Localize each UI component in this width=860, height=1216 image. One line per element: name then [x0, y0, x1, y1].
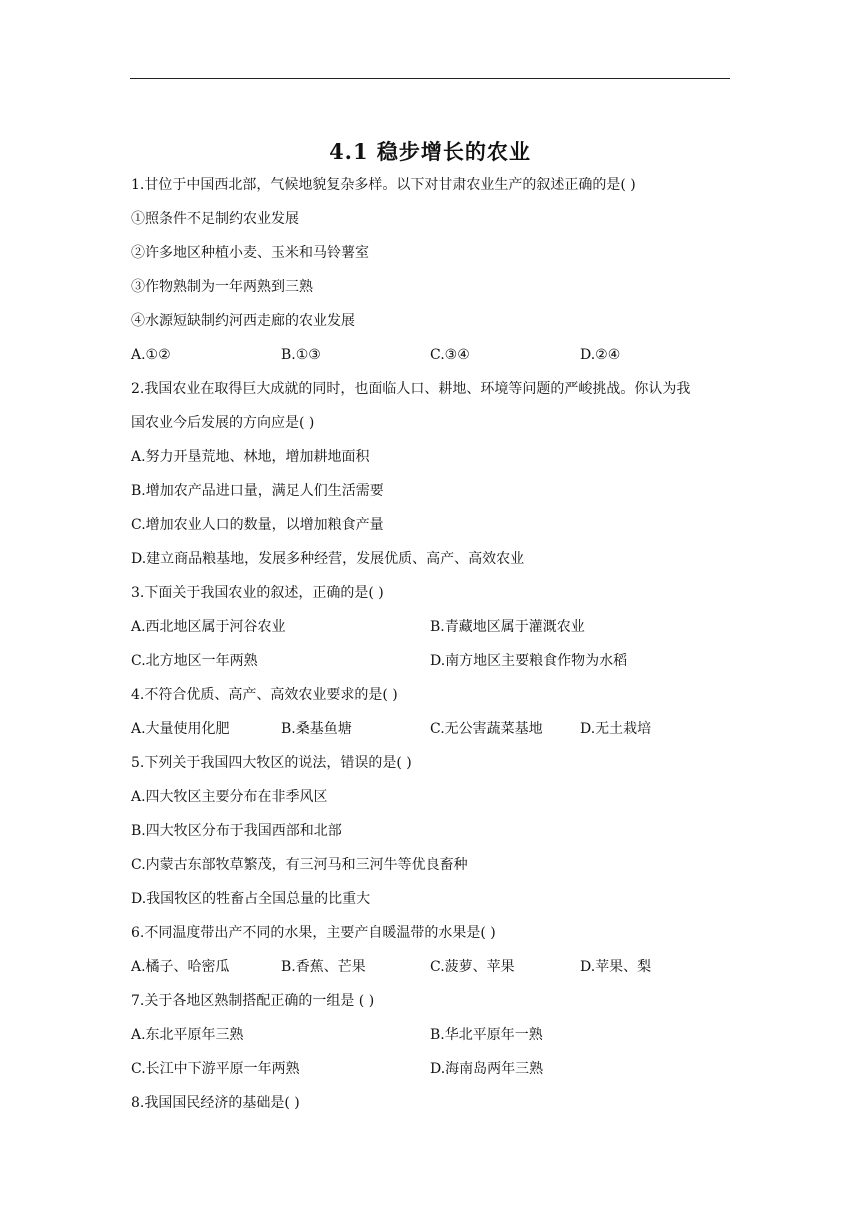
question-5-option-c[interactable]: C.内蒙古东部牧草繁茂，有三河马和三河牛等优良畜种: [131, 857, 468, 873]
question-3-option-c[interactable]: C.北方地区一年两熟: [131, 653, 258, 669]
question-1-options: [131, 347, 731, 364]
question-7-options-row-1: [131, 1027, 731, 1044]
question-2-stem-line-1: 2.我国农业在取得巨大成就的同时，也面临人口、耕地、环境等问题的严峻挑战。你认为我: [131, 381, 691, 397]
question-1-statement-3: ③作物熟制为一年两熟到三熟: [131, 279, 313, 295]
question-5-stem: 5.下列关于我国四大牧区的说法，错误的是( ): [131, 755, 412, 771]
question-3-stem: 3.下面关于我国农业的叙述，正确的是( ): [131, 585, 384, 601]
question-7-option-b[interactable]: B.华北平原年一熟: [430, 1027, 543, 1043]
question-2-option-c[interactable]: C.增加农业人口的数量，以增加粮食产量: [131, 517, 384, 533]
question-7-option-d[interactable]: D.海南岛两年三熟: [430, 1061, 544, 1077]
question-6-option-c[interactable]: C.菠萝、苹果: [430, 959, 515, 975]
question-8-stem: 8.我国国民经济的基础是( ): [131, 1095, 300, 1111]
question-4-options: [131, 721, 731, 738]
question-1-option-c[interactable]: C.③④: [430, 347, 470, 363]
question-3-option-a[interactable]: A.西北地区属于河谷农业: [131, 619, 286, 635]
page-title: 4.1 稳步增长的农业: [329, 139, 531, 164]
question-2-option-b[interactable]: B.增加农产品进口量，满足人们生活需要: [131, 483, 384, 499]
question-5-option-b[interactable]: B.四大牧区分布于我国西部和北部: [131, 823, 342, 839]
question-6-option-d[interactable]: D.苹果、梨: [580, 959, 652, 975]
question-1-statement-1: ①照条件不足制约农业发展: [131, 211, 299, 227]
question-2-option-d[interactable]: D.建立商品粮基地，发展多种经营，发展优质、高产、高效农业: [131, 551, 525, 567]
question-1-statement-2: ②许多地区种植小麦、玉米和马铃薯室: [131, 245, 369, 261]
question-2-stem-line-2: 国农业今后发展的方向应是( ): [131, 415, 315, 431]
question-5-option-d[interactable]: D.我国牧区的牲畜占全国总量的比重大: [131, 891, 371, 907]
question-7-options-row-2: [131, 1061, 731, 1078]
question-2-option-a[interactable]: A.努力开垦荒地、林地，增加耕地面积: [131, 449, 370, 465]
question-6-stem: 6.不同温度带出产不同的水果，主要产自暖温带的水果是( ): [131, 925, 496, 941]
question-3-option-d[interactable]: D.南方地区主要粮食作物为水稻: [430, 653, 628, 669]
question-4-option-d[interactable]: D.无土栽培: [580, 721, 652, 737]
question-3-options-row-1: [131, 619, 731, 636]
question-7-stem: 7.关于各地区熟制搭配正确的一组是 ( ): [131, 993, 375, 1009]
question-1-option-b[interactable]: B.①③: [281, 347, 321, 363]
header-rule: [130, 78, 730, 79]
question-1-option-d[interactable]: D.②④: [580, 347, 621, 363]
question-4-option-b[interactable]: B.桑基鱼塘: [281, 721, 352, 737]
question-7-option-a[interactable]: A.东北平原年三熟: [131, 1027, 244, 1043]
question-7-option-c[interactable]: C.长江中下游平原一年两熟: [131, 1061, 300, 1077]
question-1-stem: 1.甘位于中国西北部，气候地貌复杂多样。以下对甘肃农业生产的叙述正确的是( ): [131, 177, 636, 193]
question-3-option-b[interactable]: B.青藏地区属于灌溉农业: [430, 619, 585, 635]
question-6-options: [131, 959, 731, 976]
question-1-statement-4: ④水源短缺制约河西走廊的农业发展: [131, 313, 355, 329]
question-5-option-a[interactable]: A.四大牧区主要分布在非季风区: [131, 789, 328, 805]
question-list: [131, 177, 731, 1129]
question-3-options-row-2: [131, 653, 731, 670]
question-6-option-a[interactable]: A.橘子、哈密瓜: [131, 959, 230, 975]
question-6-option-b[interactable]: B.香蕉、芒果: [281, 959, 366, 975]
question-4-option-a[interactable]: A.大量使用化肥: [131, 721, 230, 737]
question-1-option-a[interactable]: A.①②: [131, 347, 171, 363]
question-4-option-c[interactable]: C.无公害蔬菜基地: [430, 721, 543, 737]
question-4-stem: 4.不符合优质、高产、高效农业要求的是( ): [131, 687, 398, 703]
